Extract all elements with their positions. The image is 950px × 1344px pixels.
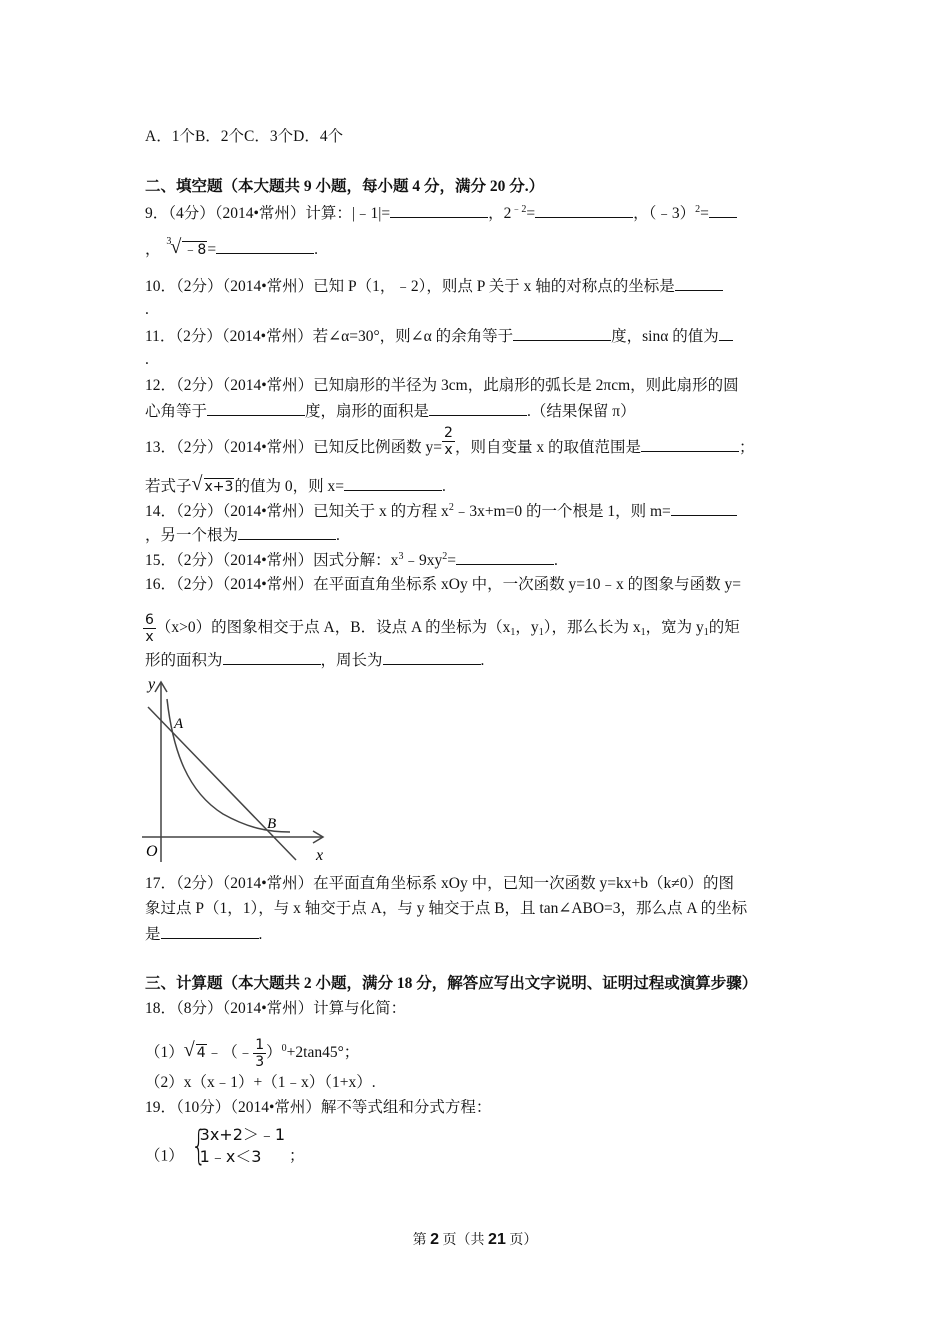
- exponent: ﹣2: [511, 204, 527, 215]
- footer-text: 页（共: [442, 1233, 485, 1248]
- question-17-line3: [145, 924, 262, 945]
- q17-text: 是: [145, 926, 161, 943]
- q9-text: =: [700, 205, 709, 222]
- q15-text: =: [447, 552, 456, 569]
- q13-text: 的值为 0，则 x=: [234, 478, 344, 495]
- radicand: 4: [196, 1045, 206, 1062]
- q16-text: 形的面积为: [145, 652, 223, 669]
- q9-text: =: [526, 205, 536, 222]
- q15-text: ﹣9xy: [403, 552, 443, 569]
- exponent: 0: [281, 1043, 287, 1055]
- q19-text: （1）: [145, 1147, 184, 1165]
- question-17-line2: 象过点 P（1，1），与 x 轴交于点 A，与 y 轴交于点 B，且 tan∠ABO=3，那么点 A 的坐标: [145, 900, 748, 917]
- q9-text: 9．（4分）（2014•常州）计算：|﹣1|=: [145, 205, 391, 222]
- q16-text: 的矩: [708, 619, 740, 637]
- radicand: x+3: [204, 479, 234, 495]
- q13-text: ；: [738, 439, 755, 456]
- answer-blank[interactable]: [223, 650, 321, 665]
- question-11: [145, 326, 733, 347]
- denominator: x: [444, 441, 453, 458]
- subscript: 1: [640, 627, 646, 639]
- answer-blank[interactable]: [344, 476, 442, 491]
- q13-text: ，则自变量 x 的取值范围是: [454, 439, 641, 456]
- q16-text: ），那么长为 x: [543, 619, 641, 637]
- answer-blank[interactable]: [675, 276, 723, 291]
- answer-blank[interactable]: [216, 239, 314, 254]
- question-14: [145, 501, 737, 522]
- square-root: [183, 1039, 207, 1063]
- question-18-part2: （2）x（x﹣1）+（1﹣x）（1+x）.: [145, 1074, 376, 1091]
- answer-blank[interactable]: [671, 501, 737, 516]
- question-13: [145, 424, 755, 458]
- numerator: 6: [145, 612, 154, 628]
- q11-end: .: [145, 351, 149, 368]
- square-root: [191, 473, 235, 497]
- numerator: 2: [444, 424, 453, 441]
- fraction: [253, 1037, 266, 1070]
- radical-sign-icon: √: [170, 236, 182, 258]
- q18-text: ﹣（﹣: [206, 1044, 254, 1062]
- exponent: 2: [442, 551, 448, 562]
- numerator: 1: [255, 1037, 265, 1053]
- denominator: 3: [255, 1054, 265, 1070]
- point-b-label: B: [267, 816, 277, 832]
- q11-text: 11．（2分）（2014•常州）若∠α=30°，则∠α 的余角等于: [145, 328, 514, 345]
- coordinate-figure: [138, 672, 338, 868]
- question-10: [145, 276, 723, 297]
- q9-text: ，: [145, 241, 161, 258]
- question-19-part1: [145, 1123, 305, 1169]
- answer-blank[interactable]: [207, 401, 305, 416]
- origin-label: O: [146, 843, 158, 860]
- subscript: 1: [538, 627, 544, 639]
- exponent: 2: [448, 502, 454, 513]
- q19-text: ；: [288, 1147, 305, 1165]
- inequality-2: 1﹣x＜3: [199, 1147, 262, 1166]
- q14-text: 14．（2分）（2014•常州）已知关于 x 的方程 x: [145, 503, 449, 520]
- question-16-line3: [145, 650, 484, 671]
- section-2-heading: 二、填空题（本大题共 9 小题，每小题 4 分，满分 20 分.）: [145, 178, 545, 195]
- q16-text: .: [480, 652, 485, 669]
- answer-blank[interactable]: [709, 203, 737, 218]
- q16-text: ，宽为 y: [645, 619, 704, 637]
- section-3-heading: 三、计算题（本大题共 2 小题，满分 18 分，解答应写出文字说明、证明过程或演算步骤）: [145, 975, 758, 992]
- question-12: 12．（2分）（2014•常州）已知扇形的半径为 3cm，此扇形的弧长是 2πcm，则此扇形的圆: [145, 377, 739, 394]
- point-a-label: A: [174, 716, 184, 732]
- q15-text: .: [553, 552, 558, 569]
- q14-text: ﹣3x+m=0 的一个根是 1，则 m=: [453, 503, 671, 520]
- radicand: ﹣8: [183, 242, 207, 258]
- page-footer: [0, 1229, 950, 1249]
- q14-text: .: [336, 527, 340, 544]
- question-15: [145, 550, 558, 571]
- brace-icon: {: [190, 1123, 207, 1169]
- q9-text: ，（﹣3）: [633, 205, 696, 222]
- q12-text: 心角等于: [145, 403, 208, 420]
- answer-blank[interactable]: [719, 326, 733, 341]
- radical-sign-icon: √: [191, 473, 203, 495]
- question-9: [145, 203, 737, 224]
- hyperbola-curve: [167, 699, 290, 832]
- question-14-line2: [145, 525, 340, 546]
- footer-text: 页）: [509, 1233, 538, 1248]
- question-18-part1: [145, 1037, 359, 1070]
- cube-root: [166, 236, 207, 260]
- q13-text: .: [441, 478, 446, 495]
- fraction: [143, 612, 156, 645]
- q13-text: 若式子: [145, 478, 192, 495]
- answer-blank[interactable]: [535, 203, 633, 218]
- answer-blank[interactable]: [161, 924, 259, 939]
- q16-text: ，周长为: [320, 652, 383, 669]
- exponent: 2: [695, 204, 701, 215]
- y-axis-label: y: [148, 676, 156, 693]
- answer-blank[interactable]: [641, 437, 739, 452]
- subscript: 1: [510, 627, 516, 639]
- inequality-1: 3x+2＞﹣1: [199, 1125, 286, 1144]
- total-pages: 21: [488, 1231, 506, 1248]
- q9-text: ，2: [488, 205, 512, 222]
- question-19: 19．（10分）（2014•常州）解不等式组和分式方程：: [145, 1099, 492, 1116]
- question-13-line2: [145, 473, 446, 497]
- question-17: 17．（2分）（2014•常州）在平面直角坐标系 xOy 中，已知一次函数 y=kx+b（k≠0）的图: [145, 875, 734, 892]
- q18-text: ）: [266, 1044, 282, 1062]
- exponent: 3: [398, 551, 404, 562]
- answer-blank[interactable]: [238, 525, 336, 540]
- q15-text: 15．（2分）（2014•常州）因式分解：x: [145, 552, 399, 569]
- denominator: x: [145, 629, 154, 645]
- question-12-line2: [145, 401, 636, 422]
- q10-text: 10．（2分）（2014•常州）已知 P（1，﹣2），则点 P 关于 x 轴的对称点的坐标是: [145, 278, 675, 295]
- q13-text: 13．（2分）（2014•常州）已知反比例函数 y=: [145, 439, 443, 456]
- radical-sign-icon: √: [183, 1039, 195, 1062]
- question-18: 18．（8分）（2014•常州）计算与化简：: [145, 1000, 407, 1017]
- answer-blank[interactable]: [429, 401, 527, 416]
- answer-blank[interactable]: [513, 326, 611, 341]
- footer-text: 第: [412, 1233, 427, 1248]
- q10-end: .: [145, 301, 149, 318]
- previous-question-options: A．1个B．2个C．3个D．4个: [145, 128, 344, 145]
- q9-text: =: [207, 241, 217, 258]
- x-axis-label: x: [316, 847, 324, 864]
- question-16-line2: [145, 612, 740, 645]
- answer-blank[interactable]: [383, 650, 481, 665]
- subscript: 1: [703, 627, 709, 639]
- q17-text: .: [258, 926, 263, 943]
- q12-text: .（结果保留 π）: [527, 403, 636, 420]
- q16-text: （x>0）的图象相交于点 A，B．设点 A 的坐标为（x: [155, 619, 511, 637]
- answer-blank[interactable]: [456, 550, 554, 565]
- q11-text: 度，sinα 的值为: [611, 328, 719, 345]
- q12-text: 度，扇形的面积是: [305, 403, 430, 420]
- q18-text: （1）: [145, 1044, 184, 1062]
- question-16: 16．（2分）（2014•常州）在平面直角坐标系 xOy 中，一次函数 y=10﹣x 的图象与函数 y=: [145, 576, 741, 593]
- q9-text: .: [314, 241, 318, 258]
- q14-text: ，另一个根为: [145, 527, 239, 544]
- q16-text: ，y: [515, 619, 539, 637]
- answer-blank[interactable]: [390, 203, 488, 218]
- q18-text: +2tan45°；: [286, 1044, 360, 1062]
- inequality-system: [188, 1124, 285, 1168]
- question-9-continued: [145, 236, 318, 260]
- root-index: 3: [166, 236, 172, 247]
- fraction: [442, 425, 455, 458]
- page-number: 2: [430, 1231, 440, 1248]
